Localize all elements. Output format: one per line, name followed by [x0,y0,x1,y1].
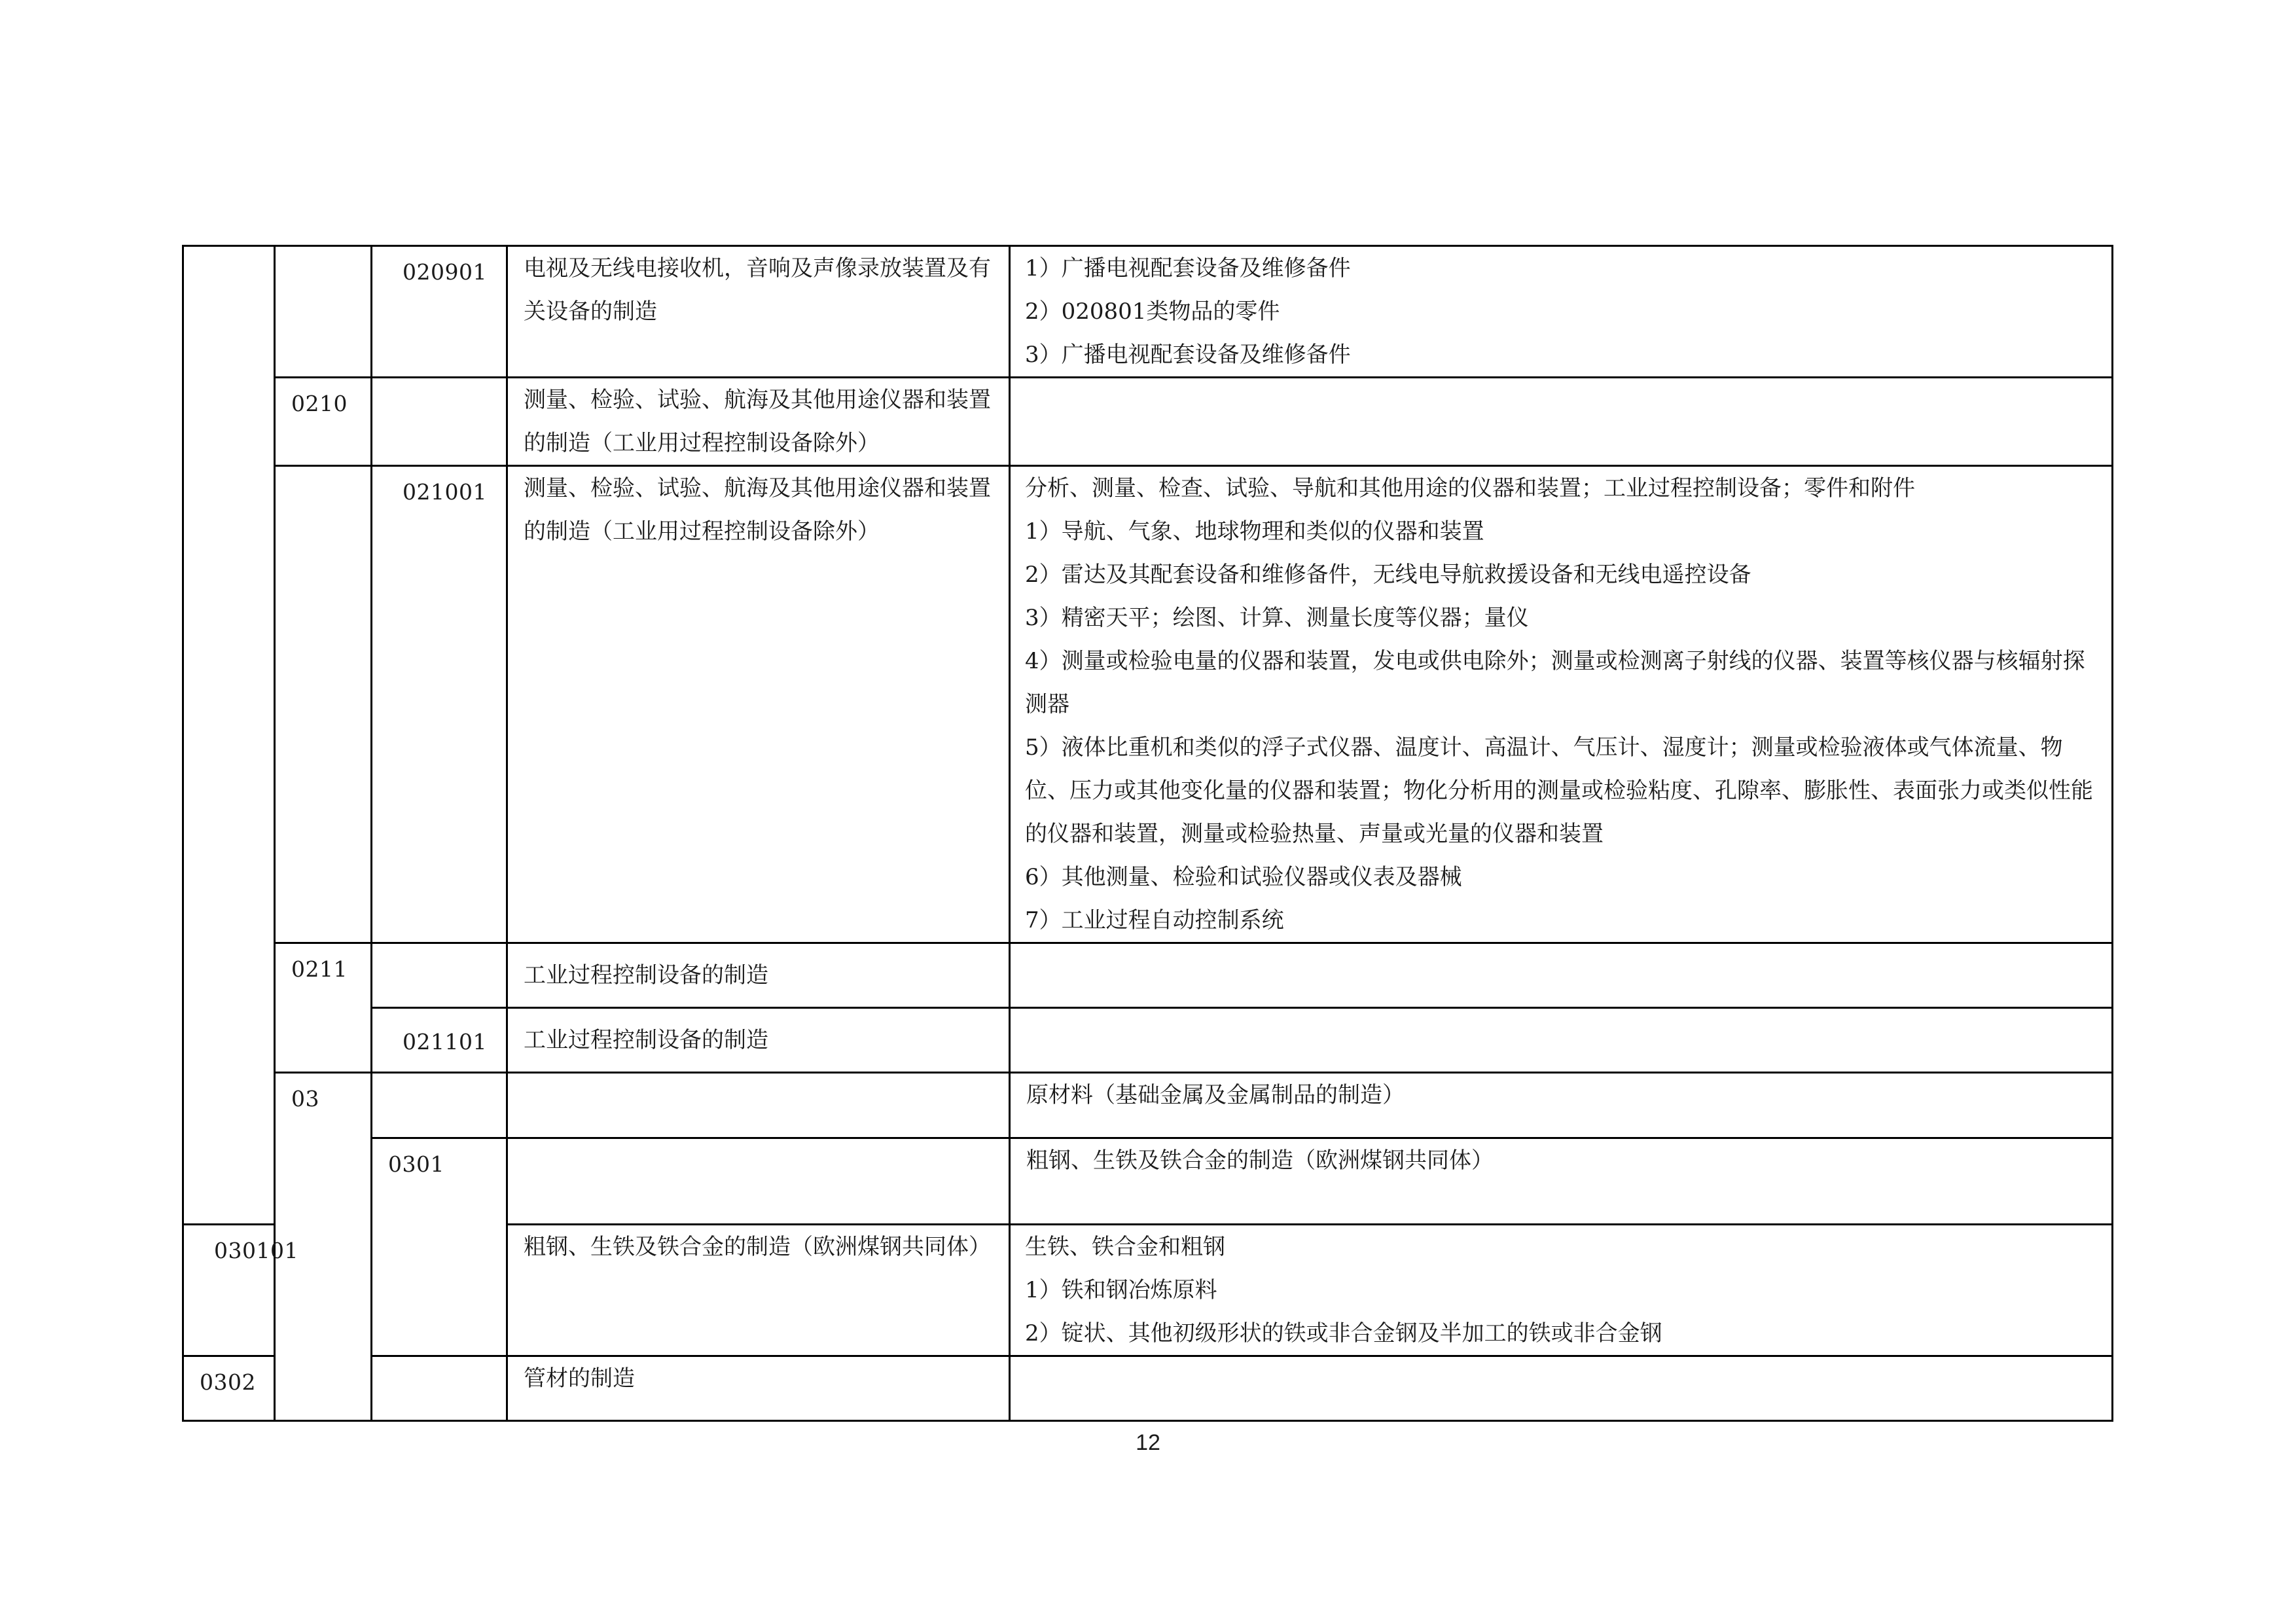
class-code-cell [372,466,507,943]
products-cell [1010,1356,2113,1421]
group-cell [372,1073,507,1138]
group-cell [275,246,372,378]
class-code: 021001 [403,479,487,505]
class-code-cell [372,1356,507,1421]
products-cell [1010,246,2113,378]
product-line: 生铁、铁合金和粗钢 [1025,1234,1225,1260]
group-code-cell [275,943,372,1073]
table-row [183,1138,2113,1225]
group-code: 0302 [200,1369,256,1395]
description: 电视及无线电接收机，音响及声像录放装置及有关设备的制造 [524,255,991,325]
class-code: 021101 [403,1029,487,1055]
product-line: 1）导航、气象、地球物理和类似的仪器和装置 [1025,518,1484,545]
product-line: 2）雷达及其配套设备和维修备件，无线电导航救援设备和无线电遥控设备 [1025,562,1751,588]
name-cell [507,466,1010,943]
division-cell [183,246,275,1225]
description: 原材料（基础金属及金属制品的制造） [1026,1082,1405,1108]
name-cell [1010,1073,2113,1138]
products-cell [1010,1008,2113,1073]
class-code: 020901 [403,259,487,285]
product-line: 2）020801类物品的零件 [1025,298,1280,325]
class-code-cell [507,1138,1010,1225]
class-code-cell [372,378,507,466]
product-line: 6）其他测量、检验和试验仪器或仪表及器械 [1025,864,1462,890]
name-cell [507,378,1010,466]
description: 工业过程控制设备的制造 [524,1027,768,1053]
table-row [183,378,2113,466]
product-line: 1）广播电视配套设备及维修备件 [1025,255,1351,281]
group-code: 0210 [291,391,348,416]
name-cell [507,943,1010,1008]
name-cell [507,1225,1010,1356]
group-cell [275,466,372,943]
product-line: 1）铁和钢冶炼原料 [1025,1277,1217,1303]
group-code: 0301 [388,1151,444,1177]
description: 工业过程控制设备的制造 [524,962,768,988]
table-row [183,246,2113,378]
group-code-cell [183,1356,275,1421]
description: 粗钢、生铁及铁合金的制造（欧洲煤钢共同体） [1026,1147,1494,1174]
name-cell [507,246,1010,378]
division-code: 03 [291,1086,319,1111]
table-row [183,1356,2113,1421]
products-cell [1010,943,2113,1008]
class-code-cell [372,943,507,1008]
page-number: 12 [1136,1430,1160,1455]
group-code: 0211 [291,956,348,982]
table-row [183,1008,2113,1073]
group-code-cell [372,1138,507,1356]
product-line: 3）广播电视配套设备及维修备件 [1025,342,1351,368]
products-cell [1010,1225,2113,1356]
table-row [183,1073,2113,1138]
class-code-cell [507,1073,1010,1138]
class-code-cell [372,246,507,378]
product-line: 分析、测量、检查、试验、导航和其他用途的仪器和装置；工业过程控制设备；零件和附件 [1025,475,1915,501]
class-code-cell [372,1008,507,1073]
class-code: 030101 [214,1238,298,1263]
product-line: 3）精密天平；绘图、计算、测量长度等仪器；量仪 [1025,605,1529,631]
description: 测量、检验、试验、航海及其他用途仪器和装置的制造（工业用过程控制设备除外） [524,387,991,456]
products-cell [1010,466,2113,943]
product-line: 7）工业过程自动控制系统 [1025,907,1284,933]
group-code-cell [275,378,372,466]
table-row [183,466,2113,943]
description: 管材的制造 [524,1365,635,1392]
product-line: 4）测量或检验电量的仪器和装置，发电或供电除外；测量或检测离子射线的仪器、装置等核仪器与核辐射探测器 [1025,648,2085,717]
table-row [183,943,2113,1008]
product-line: 2）锭状、其他初级形状的铁或非合金钢及半加工的铁或非合金钢 [1025,1320,1662,1346]
name-cell [1010,1138,2113,1225]
description: 粗钢、生铁及铁合金的制造（欧洲煤钢共同体） [524,1234,991,1260]
products-cell [1010,378,2113,466]
description: 测量、检验、试验、航海及其他用途仪器和装置的制造（工业用过程控制设备除外） [524,475,991,545]
name-cell [507,1008,1010,1073]
product-line: 5）液体比重机和类似的浮子式仪器、温度计、高温计、气压计、湿度计；测量或检验液体或气体流量、物位、压力或其他变化量的仪器和装置；物化分析用的测量或检验粘度、孔隙率、膨胀性、表面张力或类似性能的仪器和装置，测量或检验热量、声量或光量的仪器和装置 [1025,734,2093,847]
class-code-cell [183,1225,298,1356]
name-cell [507,1356,1010,1421]
classification-table [182,245,2113,1422]
